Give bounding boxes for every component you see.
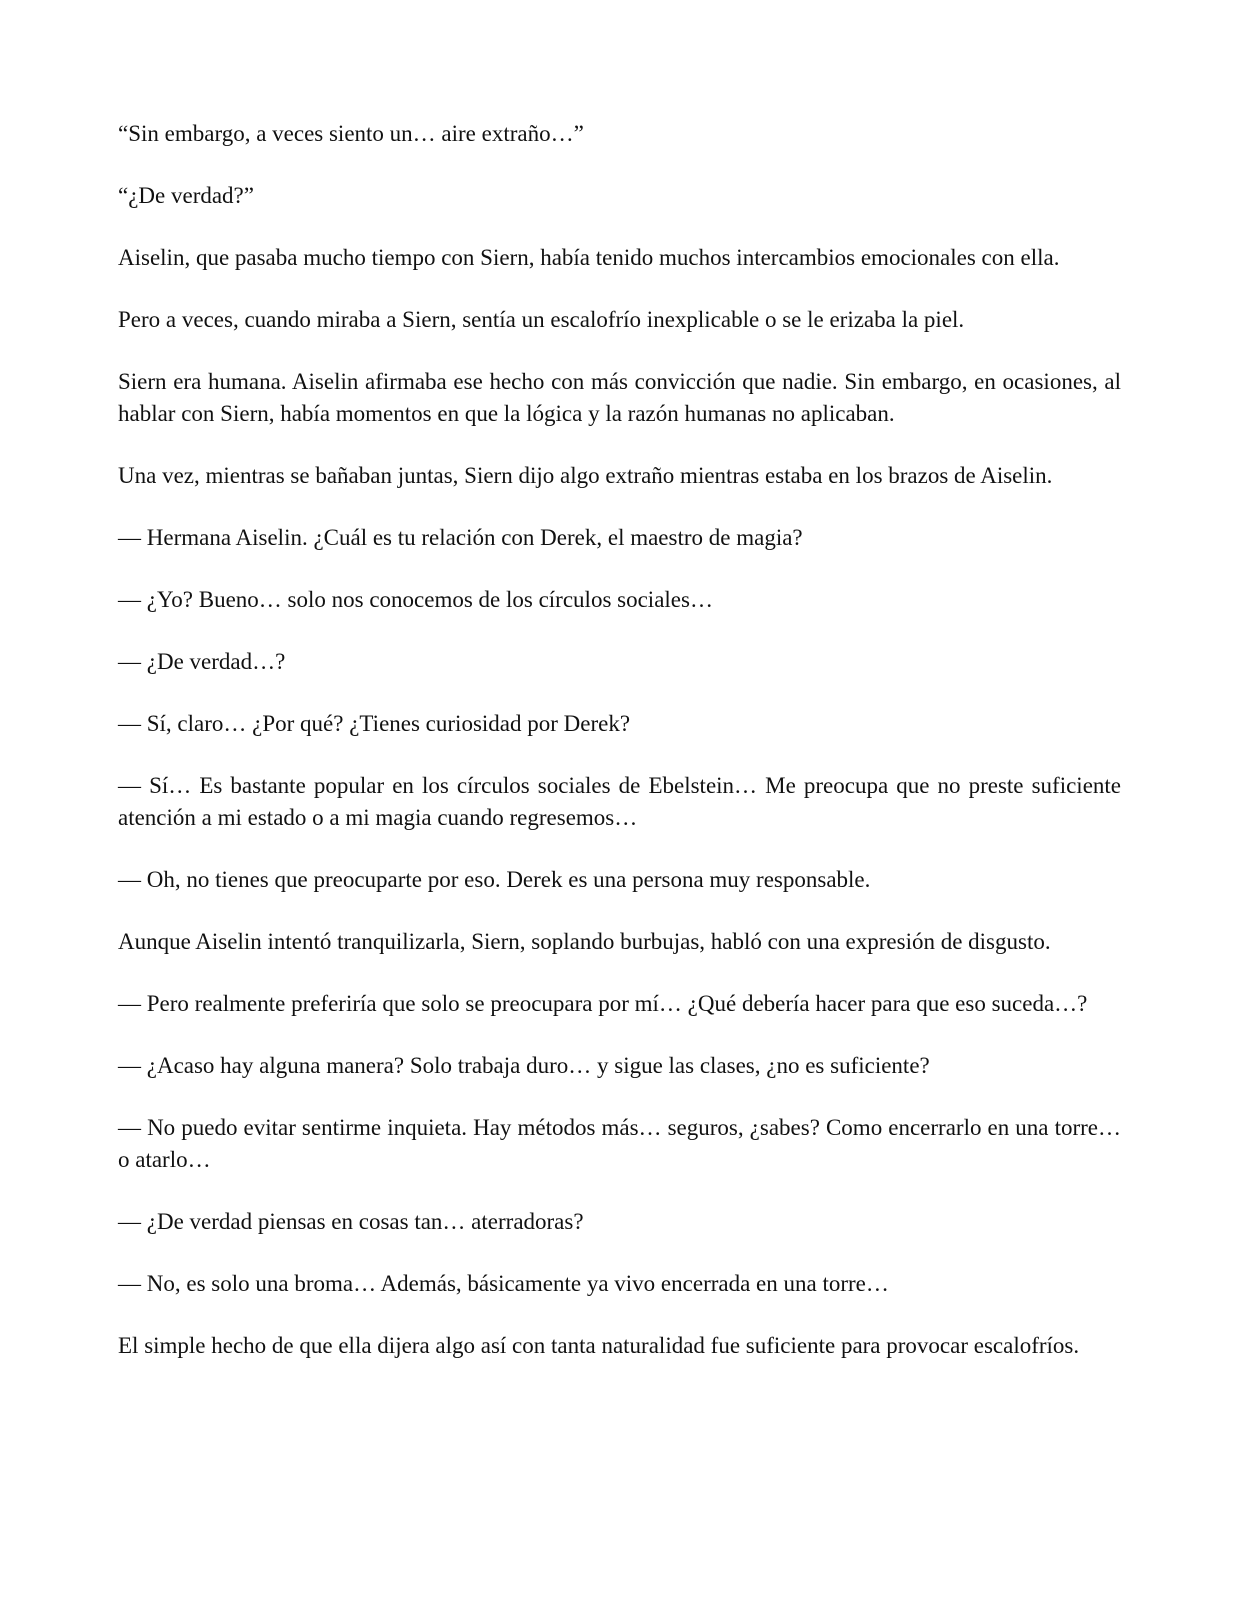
dialogue-line-9: — No puedo evitar sentirme inquieta. Hay métodos más… seguros, ¿sabes? Como encerrarlo en una torre… o atarlo… (118, 1115, 1121, 1172)
dialogue-line-8: — ¿Acaso hay alguna manera? Solo trabaja duro… y sigue las clases, ¿no es suficiente? (118, 1053, 930, 1078)
dialogue-line-6: — Oh, no tienes que preocuparte por eso. Derek es una persona muy responsable. (118, 867, 871, 892)
dialogue-line-10: — ¿De verdad piensas en cosas tan… aterradoras? (118, 1209, 584, 1234)
dialogue-line-11: — No, es solo una broma… Además, básicamente ya vivo encerrada en una torre… (118, 1271, 889, 1296)
paragraph-4: Pero a veces, cuando miraba a Siern, sentía un escalofrío inexplicable o se le erizaba la piel. (118, 307, 965, 332)
paragraph-5: Siern era humana. Aiselin afirmaba ese hecho con más convicción que nadie. Sin embargo, en ocasiones, al hablar con Siern, había momentos en que la lógica y la razón humanas no aplicaban. (118, 369, 1121, 426)
dialogue-line-2: — ¿Yo? Bueno… solo nos conocemos de los círculos sociales… (118, 587, 713, 612)
paragraph-3: Aiselin, que pasaba mucho tiempo con Siern, había tenido muchos intercambios emocionales con ella. (118, 245, 1060, 270)
paragraph-1: “Sin embargo, a veces siento un… aire extraño…” (118, 121, 584, 146)
paragraph-6: Una vez, mientras se bañaban juntas, Siern dijo algo extraño mientras estaba en los brazos de Aiselin. (118, 463, 1053, 488)
dialogue-line-5: — Sí… Es bastante popular en los círculos sociales de Ebelstein… Me preocupa que no preste suficiente atención a mi estado o a mi magia cuando regresemos… (118, 773, 1121, 830)
dialogue-line-3: — ¿De verdad…? (118, 649, 286, 674)
dialogue-line-7: — Pero realmente preferiría que solo se preocupara por mí… ¿Qué debería hacer para que eso suceda…? (118, 991, 1088, 1016)
document-page (118, 118, 1121, 1392)
dialogue-line-4: — Sí, claro… ¿Por qué? ¿Tienes curiosidad por Derek? (118, 711, 631, 736)
paragraph-2: “¿De verdad?” (118, 183, 254, 208)
paragraph-7: Aunque Aiselin intentó tranquilizarla, Siern, soplando burbujas, habló con una expresión de disgusto. (118, 929, 1051, 954)
paragraph-8: El simple hecho de que ella dijera algo así con tanta naturalidad fue suficiente para provocar escalofríos. (118, 1333, 1080, 1358)
dialogue-line-1: — Hermana Aiselin. ¿Cuál es tu relación con Derek, el maestro de magia? (118, 525, 803, 550)
